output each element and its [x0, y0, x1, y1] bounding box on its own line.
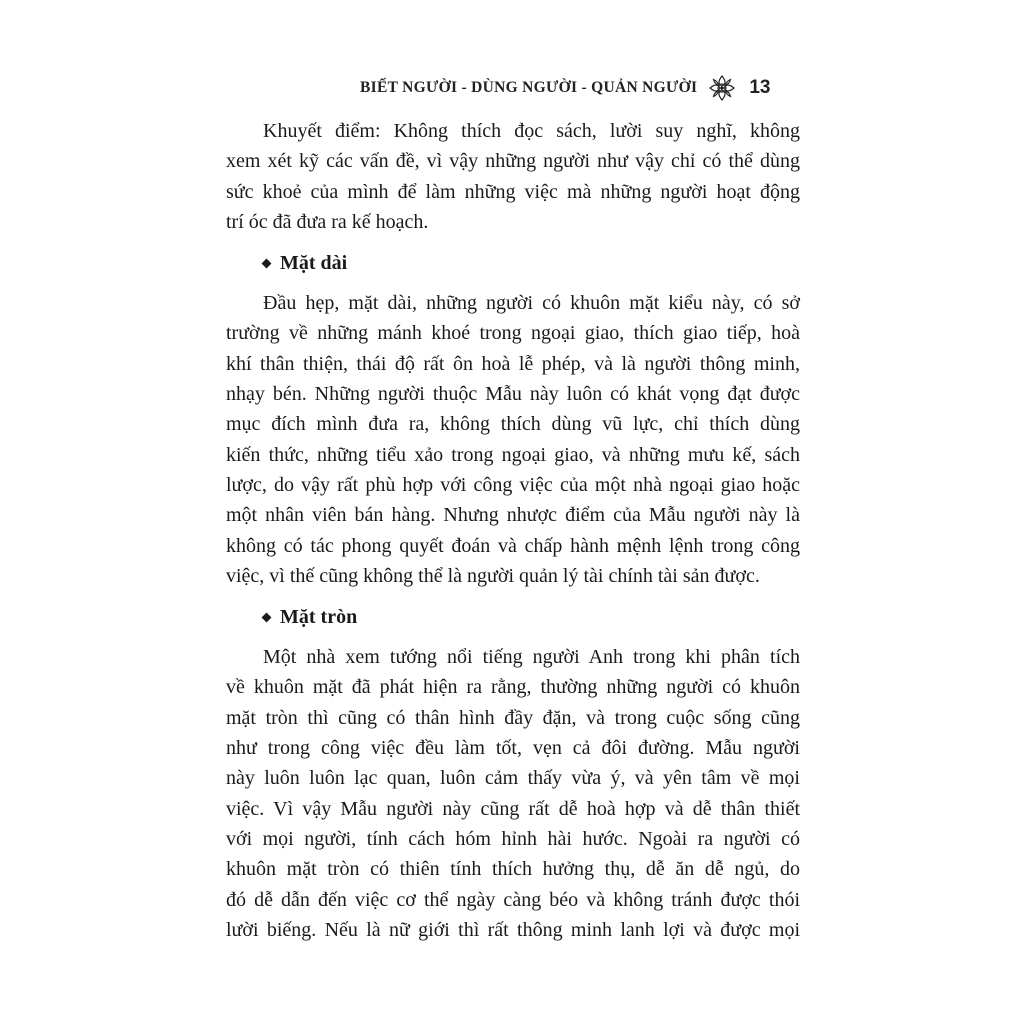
- text-line: khuôn mặt tròn có thiên tính thích hưởng thụ, dễ ăn dễ ngủ, do: [226, 858, 800, 881]
- text-line: lược, do vậy rất phù hợp với công việc của một nhà ngoại giao hoặc: [226, 473, 800, 496]
- text-line: một nhân viên bán hàng. Nhưng nhược điểm của Mẫu người này là: [226, 504, 800, 527]
- text-line: đó dễ dẫn đến việc cơ thể ngày càng béo và không tránh được thói: [226, 888, 800, 911]
- paragraph-long-face: [226, 288, 800, 591]
- text-line: này luôn luôn lạc quan, luôn cảm thấy vừa ý, và yên tâm về mọi: [226, 767, 800, 790]
- text-line: trường về những mánh khoé trong ngoại giao, thích giao tiếp, hoà: [226, 322, 800, 345]
- diamond-bullet-icon: [262, 612, 272, 622]
- text-line: xem xét kỹ các vấn đề, vì vậy những người như vậy chỉ có thể dùng: [226, 150, 800, 173]
- text-line: khí thân thiện, thái độ rất ôn hoà lễ phép, và là người thông minh,: [226, 352, 800, 375]
- text-line: như trong công việc đều làm tốt, vẹn cả đôi đường. Mẫu người: [226, 737, 800, 760]
- section-heading-round-face: [226, 602, 800, 632]
- text-line: trí óc đã đưa ra kế hoạch.: [226, 210, 429, 233]
- lotus-ornament-icon: [707, 73, 737, 103]
- text-line: nhạy bén. Những người thuộc Mẫu này luôn có khát vọng đạt được: [226, 383, 800, 406]
- text-line: không có tác phong quyết đoán và chấp hành mệnh lệnh trong công: [226, 534, 800, 557]
- section-heading-text: Mặt tròn: [280, 606, 358, 629]
- text-line: kiến thức, những tiểu xảo trong ngoại giao, và những mưu kế, sách: [226, 443, 800, 466]
- text-line: Một nhà xem tướng nổi tiếng người Anh trong khi phân tích: [263, 646, 800, 669]
- text-line: mục đích mình đưa ra, không thích dùng vũ lực, chỉ thích dùng: [226, 413, 800, 436]
- text-line: về khuôn mặt đã phát hiện ra rằng, thường những người có khuôn: [226, 676, 800, 699]
- paragraph-shortcomings: [226, 116, 800, 237]
- diamond-bullet-icon: [262, 258, 272, 268]
- text-line: mặt tròn thì cũng có thân hình đầy đặn, và trong cuộc sống cũng: [226, 706, 800, 729]
- text-line: Đầu hẹp, mặt dài, những người có khuôn mặt kiểu này, có sở: [263, 292, 800, 315]
- running-header: [360, 72, 800, 104]
- running-header-title: BIẾT NGƯỜI - DÙNG NGƯỜI - QUẢN NGƯỜI: [360, 79, 698, 96]
- page-number: 13: [749, 77, 771, 98]
- text-line: lười biếng. Nếu là nữ giới thì rất thông minh lanh lợi và được mọi: [226, 918, 800, 941]
- section-heading-text: Mặt dài: [280, 252, 348, 275]
- text-line: việc. Vì vậy Mẫu người này cũng rất dễ hoà hợp và dễ thân thiết: [226, 797, 800, 820]
- text-line: sức khoẻ của mình để làm những việc mà những người hoạt động: [226, 180, 800, 203]
- body-text: [226, 116, 800, 945]
- text-line: việc, vì thế cũng không thể là người quản lý tài chính tài sản được.: [226, 564, 760, 587]
- text-line: với mọi người, tính cách hóm hỉnh hài hước. Ngoài ra người có: [226, 827, 800, 850]
- paragraph-round-face: [226, 642, 800, 945]
- text-line: Khuyết điểm: Không thích đọc sách, lười suy nghĩ, không: [263, 120, 800, 142]
- section-heading-long-face: [226, 248, 800, 278]
